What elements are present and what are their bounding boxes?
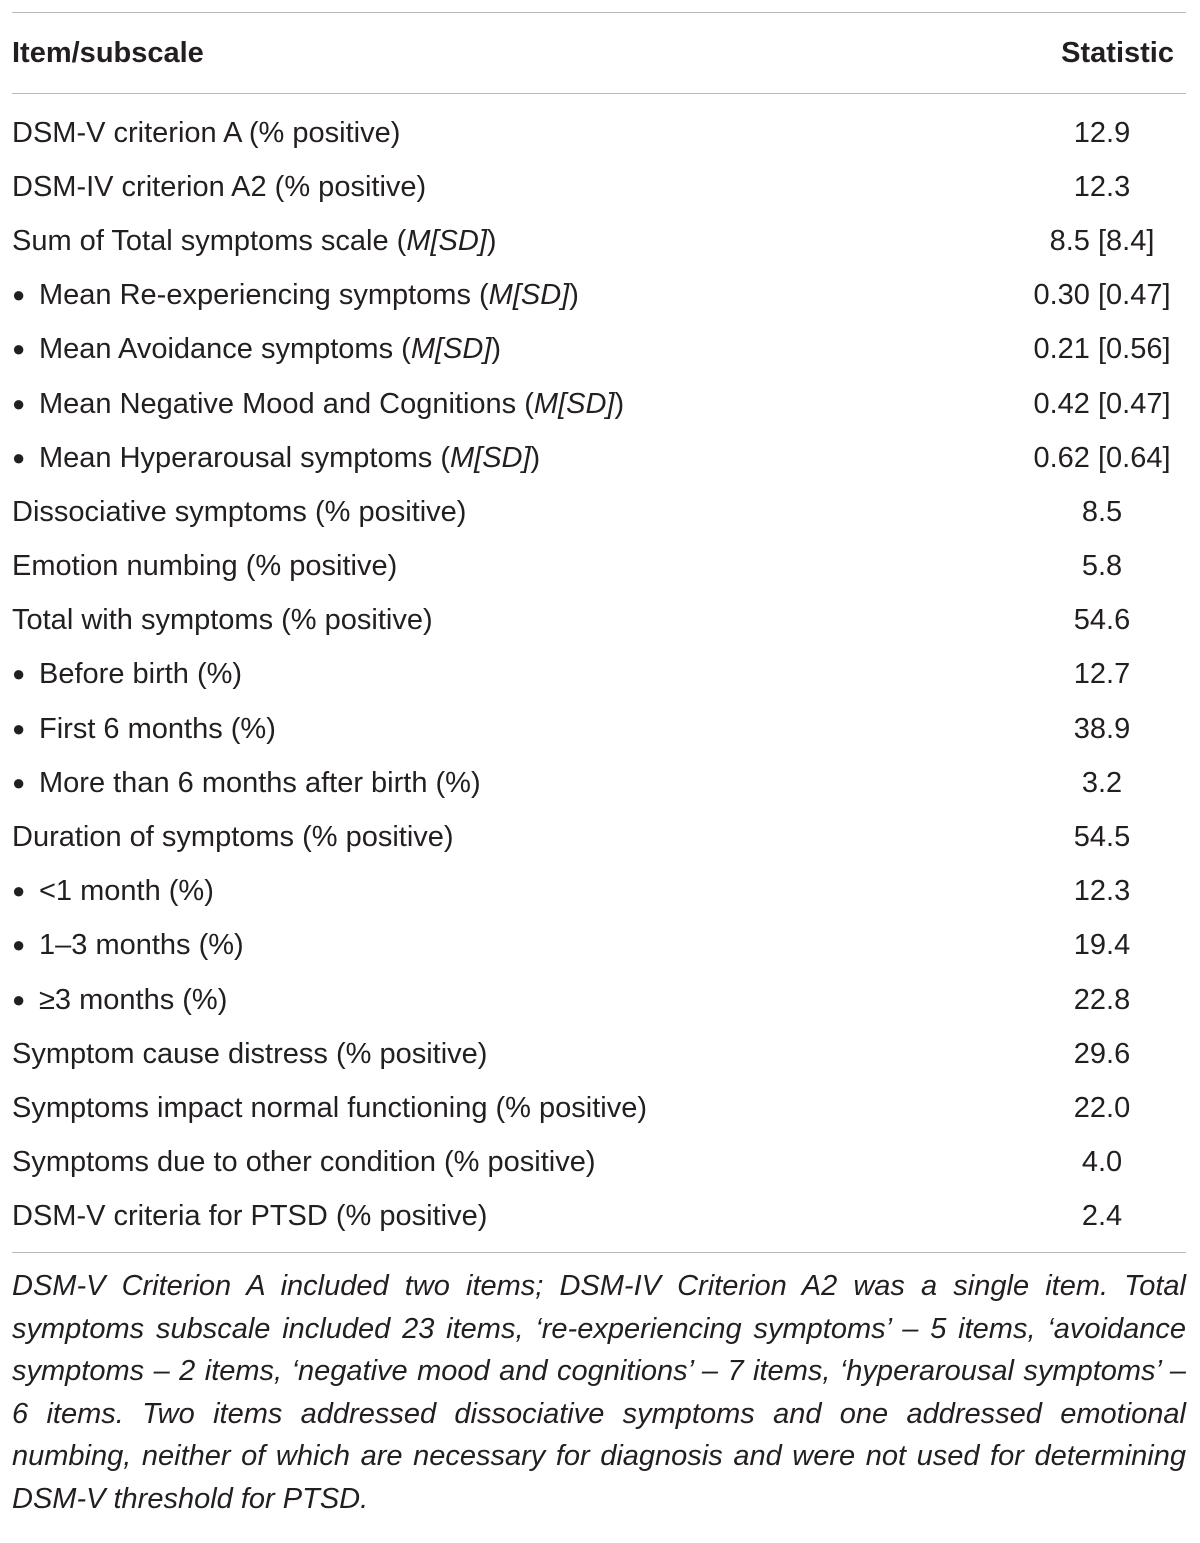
row-label-text: Mean Negative Mood and Cognitions ( xyxy=(39,387,534,420)
table-row xyxy=(12,323,1186,377)
row-label-text: Symptoms impact normal functioning (% positive) xyxy=(12,1091,648,1124)
table-row xyxy=(12,810,1186,864)
row-label-stat-notation: M[SD] xyxy=(406,224,487,257)
table-row xyxy=(12,973,1186,1027)
row-label xyxy=(12,604,1022,637)
table-row xyxy=(12,485,1186,539)
row-label xyxy=(12,929,1022,962)
row-label xyxy=(12,225,1022,258)
table-row xyxy=(12,865,1186,919)
table-row xyxy=(12,1136,1186,1190)
row-label xyxy=(12,550,1022,583)
row-statistic: 54.6 xyxy=(1073,604,1131,637)
row-statistic: 54.5 xyxy=(1073,821,1131,854)
bottom-rule xyxy=(12,1252,1186,1253)
bullet-icon: ● xyxy=(12,390,26,416)
table-body xyxy=(12,94,1186,1252)
row-label xyxy=(12,1146,1022,1179)
row-statistic: 22.0 xyxy=(1073,1091,1131,1124)
row-label xyxy=(12,388,1022,421)
bullet-icon: ● xyxy=(12,336,26,362)
row-statistic: 0.62 [0.64] xyxy=(1033,441,1171,474)
row-statistic: 12.7 xyxy=(1073,658,1131,691)
row-label xyxy=(12,1038,1022,1071)
row-statistic: 12.9 xyxy=(1073,116,1131,149)
table-row xyxy=(12,160,1186,214)
row-label-text: <1 month (%) xyxy=(39,875,214,908)
row-label-text: Before birth (%) xyxy=(39,658,243,691)
row-label-text: Total with symptoms (% positive) xyxy=(12,604,433,637)
row-label-stat-notation: M[SD] xyxy=(449,441,531,474)
row-statistic: 0.21 [0.56] xyxy=(1033,333,1171,366)
row-label-suffix: ) xyxy=(614,387,625,420)
table-row xyxy=(12,269,1186,323)
table-footnote: DSM-V Criterion A included two items; DSM-IV Criterion A2 was a single item. Total symptoms subscale included 23 items, ‘re-experiencing symptoms’ – 5 items, ‘avoidance symptoms – 2 items, ‘negative mood and cognitions’ – 7 items, ‘hyperarousal symptoms’ – 6 items. Two items addressed dissociative symptoms and one addressed emotional numbing, neither of which are necessary for diagnosis and were not used for determining DSM-V threshold for PTSD. xyxy=(12,1269,1186,1515)
row-label-text: More than 6 months after birth (%) xyxy=(39,766,481,799)
row-label xyxy=(12,713,1022,746)
row-label-stat-notation: M[SD] xyxy=(410,333,492,366)
table-row xyxy=(12,702,1186,756)
row-statistic: 29.6 xyxy=(1073,1037,1131,1070)
row-label-text: Duration of symptoms (% positive) xyxy=(12,821,454,854)
table-row xyxy=(12,756,1186,810)
row-statistic: 3.2 xyxy=(1081,766,1123,799)
bullet-icon: ● xyxy=(12,282,26,308)
row-label-text: Symptom cause distress (% positive) xyxy=(12,1037,488,1070)
row-label xyxy=(12,279,1022,312)
row-label-stat-notation: M[SD] xyxy=(533,387,615,420)
row-label-stat-notation: M[SD] xyxy=(488,279,570,312)
table-row xyxy=(12,431,1186,485)
row-label xyxy=(12,117,1022,150)
bullet-icon: ● xyxy=(12,661,26,687)
row-label xyxy=(12,1092,1022,1125)
row-statistic: 0.42 [0.47] xyxy=(1033,387,1171,420)
table-row xyxy=(12,1190,1186,1244)
row-statistic: 22.8 xyxy=(1073,983,1131,1016)
row-statistic: 12.3 xyxy=(1073,170,1131,203)
row-label-text: DSM-V criteria for PTSD (% positive) xyxy=(12,1200,488,1233)
row-label-suffix: ) xyxy=(530,441,541,474)
row-statistic: 19.4 xyxy=(1073,929,1131,962)
row-statistic: 0.30 [0.47] xyxy=(1033,279,1171,312)
row-statistic: 2.4 xyxy=(1081,1200,1123,1233)
row-label xyxy=(12,821,1022,854)
row-label xyxy=(12,1200,1022,1233)
bullet-icon: ● xyxy=(12,444,26,470)
table-row xyxy=(12,1027,1186,1081)
row-label-text: DSM-V criterion A (% positive) xyxy=(12,116,401,149)
table-row xyxy=(12,648,1186,702)
table-row xyxy=(12,919,1186,973)
row-label-suffix: ) xyxy=(569,279,579,312)
table-row xyxy=(12,106,1186,160)
row-label xyxy=(12,442,1022,475)
row-statistic: 8.5 [8.4] xyxy=(1049,224,1155,257)
row-label xyxy=(12,984,1022,1017)
bullet-icon: ● xyxy=(12,715,26,741)
row-label xyxy=(12,333,1022,366)
row-statistic: 12.3 xyxy=(1073,875,1131,908)
row-label-text: Emotion numbing (% positive) xyxy=(12,550,398,583)
row-label xyxy=(12,171,1022,204)
row-label-text: DSM-IV criterion A2 (% positive) xyxy=(12,170,427,203)
row-label-text: ≥3 months (%) xyxy=(39,983,228,1016)
table-row xyxy=(12,377,1186,431)
row-label xyxy=(12,767,1022,800)
row-label-suffix: ) xyxy=(486,224,497,257)
row-label xyxy=(12,658,1022,691)
row-label-text: First 6 months (%) xyxy=(39,712,276,745)
row-label-suffix: ) xyxy=(491,333,502,366)
table-row xyxy=(12,214,1186,268)
header-statistic: Statistic xyxy=(1061,36,1174,69)
header-item-subscale: Item/subscale xyxy=(12,36,204,69)
bullet-icon: ● xyxy=(12,769,26,795)
table-row xyxy=(12,1081,1186,1135)
row-statistic: 4.0 xyxy=(1081,1146,1123,1179)
row-statistic: 38.9 xyxy=(1073,712,1131,745)
row-label-text: Mean Re-experiencing symptoms ( xyxy=(39,279,489,312)
row-statistic: 5.8 xyxy=(1081,550,1123,583)
row-label-text: Sum of Total symptoms scale ( xyxy=(12,224,407,257)
table-row xyxy=(12,594,1186,648)
table-document xyxy=(12,12,1186,1521)
row-label-text: 1–3 months (%) xyxy=(39,929,244,962)
bullet-icon: ● xyxy=(12,986,26,1012)
row-label-text: Symptoms due to other condition (% positive) xyxy=(12,1146,596,1179)
table-header xyxy=(12,13,1186,93)
table-row xyxy=(12,540,1186,594)
row-label xyxy=(12,875,1022,908)
row-statistic: 8.5 xyxy=(1081,495,1123,528)
bullet-icon: ● xyxy=(12,878,26,904)
row-label xyxy=(12,496,1022,529)
row-label-text: Mean Hyperarousal symptoms ( xyxy=(39,441,450,474)
row-label-text: Dissociative symptoms (% positive) xyxy=(12,495,467,528)
row-label-text: Mean Avoidance symptoms ( xyxy=(39,333,411,366)
bullet-icon: ● xyxy=(12,932,26,958)
